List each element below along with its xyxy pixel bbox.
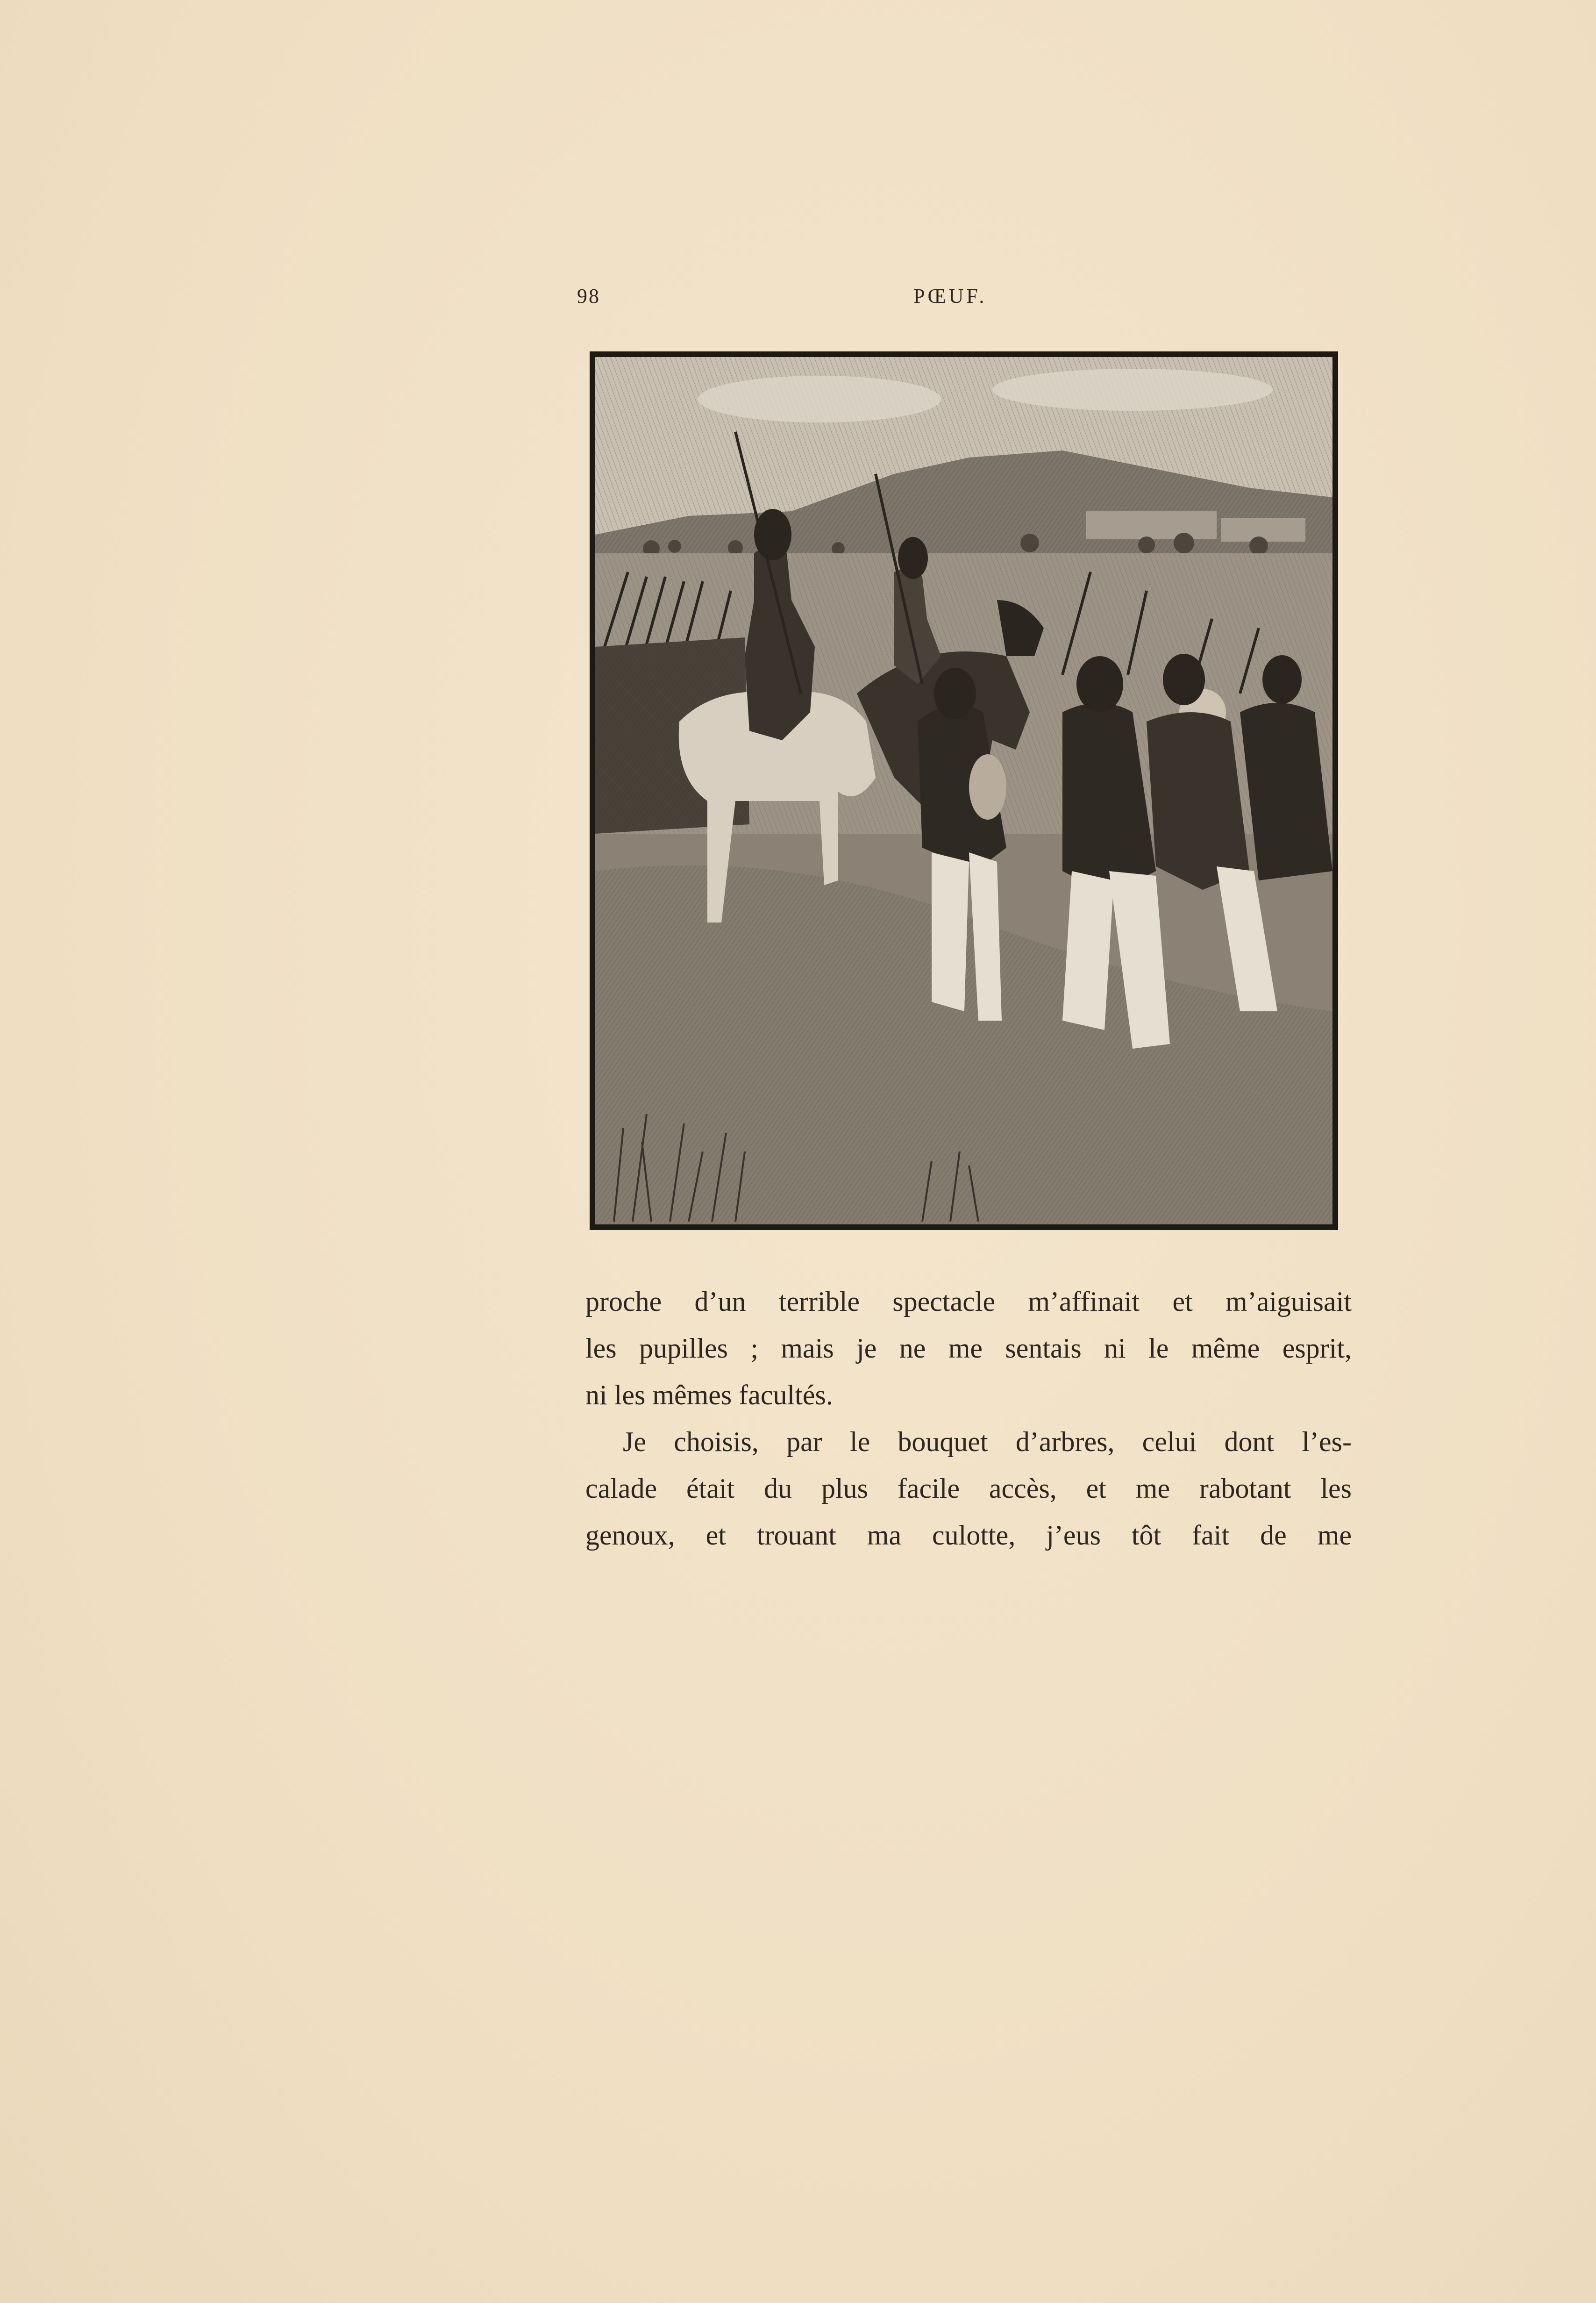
- book-title: PŒUF.: [913, 285, 987, 308]
- text-line: calade était du plus facile accès, et me rabotant les: [585, 1473, 1352, 1504]
- page-number: 98: [577, 285, 600, 308]
- running-head: [577, 279, 1343, 317]
- paragraph: [585, 1278, 1352, 1418]
- text-line: ni les mêmes facultés.: [585, 1380, 833, 1410]
- text-line: Je choisis, par le bouquet d’arbres, celui dont l’es-: [623, 1426, 1352, 1457]
- body-text: [585, 1278, 1352, 1559]
- text-line: genoux, et trouant ma culotte, j’eus tôt fait de me: [585, 1520, 1352, 1551]
- text-line: les pupilles ; mais je ne me sentais ni le même esprit,: [585, 1333, 1352, 1364]
- engraving-drawing: [595, 357, 1332, 1224]
- text-line: proche d’un terrible spectacle m’affinait et m’aiguisait: [585, 1286, 1352, 1317]
- engraving-illustration: [590, 351, 1338, 1230]
- paragraph: [585, 1418, 1352, 1559]
